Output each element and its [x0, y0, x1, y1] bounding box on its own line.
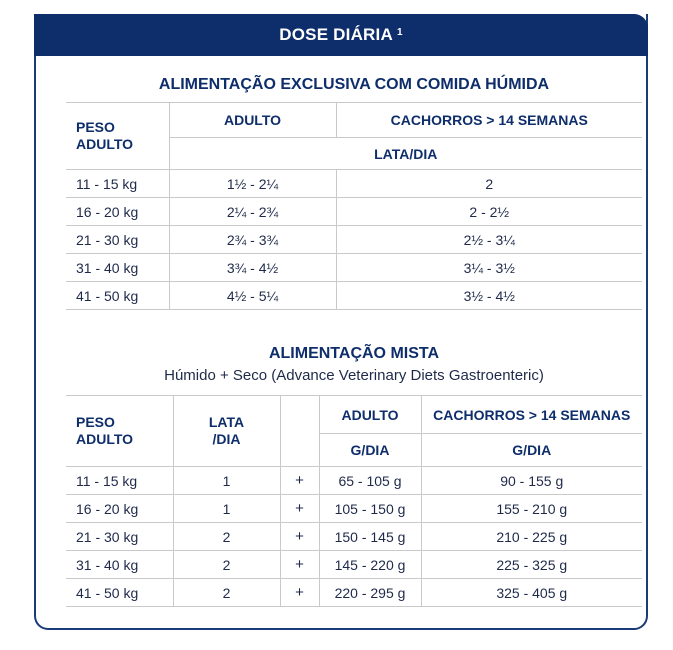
weight-cell: 41 - 50 kg [66, 282, 169, 310]
unit-header: LATA/DIA [169, 138, 642, 170]
weight-header: PESO ADULTO [66, 396, 173, 467]
section2-subtitle: Húmido + Seco (Advance Veterinary Diets Gastroenteric) [164, 367, 544, 384]
table-row [66, 170, 642, 198]
puppy-header: CACHORROS > 14 SEMANAS [336, 103, 642, 138]
footnote-marker: 1 [396, 26, 403, 38]
weight-cell: 16 - 20 kg [66, 495, 173, 523]
adult-header: ADULTO [319, 396, 421, 434]
puppy-cell: 2 [336, 170, 642, 198]
plus-cell: + [280, 467, 319, 495]
adult-unit-header: G/DIA [319, 434, 421, 467]
puppy-cell: 155 - 210 g [421, 495, 642, 523]
puppy-cell: 3½ - 4½ [336, 282, 642, 310]
lata-cell: 2 [173, 523, 280, 551]
adult-header: ADULTO [169, 103, 336, 138]
section2-table [66, 395, 642, 607]
weight-cell: 16 - 20 kg [66, 198, 169, 226]
section2-title: ALIMENTAÇÃO MISTA [268, 345, 440, 362]
puppy-cell: 90 - 155 g [421, 467, 642, 495]
lata-cell: 1 [173, 495, 280, 523]
card-title: DOSE DIÁRIA [279, 25, 393, 44]
adult-cell: 65 - 105 g [319, 467, 421, 495]
adult-cell: 145 - 220 g [319, 551, 421, 579]
weight-cell: 31 - 40 kg [66, 254, 169, 282]
table-row [66, 198, 642, 226]
plus-header [280, 396, 319, 467]
section1-table [66, 102, 642, 310]
table-row [66, 495, 642, 523]
section1-title: ALIMENTAÇÃO EXCLUSIVA COM COMIDA HÚMIDA [158, 76, 550, 93]
puppy-cell: 210 - 225 g [421, 523, 642, 551]
weight-cell: 11 - 15 kg [66, 467, 173, 495]
adult-cell: 2¼ - 2¾ [169, 198, 336, 226]
adult-cell: 2¾ - 3¾ [169, 226, 336, 254]
section2-header-row [66, 396, 642, 434]
lata-cell: 2 [173, 551, 280, 579]
section1-header-row [66, 103, 642, 138]
weight-cell: 31 - 40 kg [66, 551, 173, 579]
puppy-cell: 2 - 2½ [336, 198, 642, 226]
table-row [66, 551, 642, 579]
table-row [66, 523, 642, 551]
plus-cell: + [280, 579, 319, 607]
adult-cell: 1½ - 2¼ [169, 170, 336, 198]
plus-cell: + [280, 523, 319, 551]
weight-cell: 21 - 30 kg [66, 523, 173, 551]
adult-cell: 4½ - 5¼ [169, 282, 336, 310]
weight-cell: 11 - 15 kg [66, 170, 169, 198]
puppy-cell: 2½ - 3¼ [336, 226, 642, 254]
lata-cell: 1 [173, 467, 280, 495]
weight-cell: 41 - 50 kg [66, 579, 173, 607]
table-row [66, 254, 642, 282]
adult-cell: 105 - 150 g [319, 495, 421, 523]
adult-cell: 3¾ - 4½ [169, 254, 336, 282]
plus-cell: + [280, 551, 319, 579]
puppy-header: CACHORROS > 14 SEMANAS [421, 396, 642, 434]
puppy-cell: 325 - 405 g [421, 579, 642, 607]
lata-header: LATA /DIA [173, 396, 280, 467]
adult-cell: 220 - 295 g [319, 579, 421, 607]
adult-cell: 150 - 145 g [319, 523, 421, 551]
table-row [66, 467, 642, 495]
puppy-cell: 3¼ - 3½ [336, 254, 642, 282]
lata-cell: 2 [173, 579, 280, 607]
weight-cell: 21 - 30 kg [66, 226, 169, 254]
puppy-cell: 225 - 325 g [421, 551, 642, 579]
table-row [66, 579, 642, 607]
table-row [66, 282, 642, 310]
puppy-unit-header: G/DIA [421, 434, 642, 467]
weight-header: PESO ADULTO [66, 103, 169, 170]
card-header [34, 14, 648, 56]
plus-cell: + [280, 495, 319, 523]
table-row [66, 226, 642, 254]
